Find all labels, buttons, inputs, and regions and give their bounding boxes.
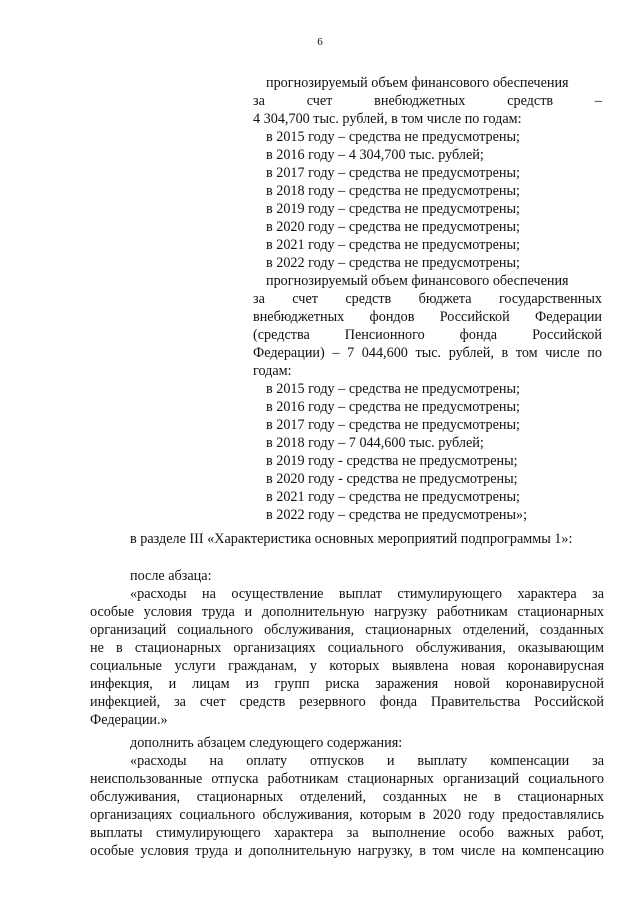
quote1-line: инфекция, и лицам из групп риска заражения новой коронавирусной bbox=[90, 676, 604, 692]
block1-intro-line: 4 304,700 тыс. рублей, в том числе по годам: bbox=[253, 111, 522, 127]
financing-block-extrabudgetary bbox=[253, 74, 602, 272]
block1-year-line: в 2015 году – средства не предусмотрены; bbox=[266, 129, 520, 145]
page-number: 6 bbox=[317, 36, 323, 48]
block1-intro-line: прогнозируемый объем финансового обеспечения bbox=[266, 75, 569, 91]
block1-year-line: в 2018 году – средства не предусмотрены; bbox=[266, 183, 520, 199]
block2-intro-line: прогнозируемый объем финансового обеспечения bbox=[266, 273, 569, 289]
quote2-line: выплаты стимулирующего характера за выполнение особо важных работ, bbox=[90, 825, 604, 841]
block1-year-line: в 2016 году – 4 304,700 тыс. рублей; bbox=[266, 147, 484, 163]
after-label: после абзаца: bbox=[130, 568, 212, 584]
quote1-line: «расходы на осуществление выплат стимулирующего характера за bbox=[130, 586, 604, 602]
block2-year-line: в 2015 году – средства не предусмотрены; bbox=[266, 381, 520, 397]
block2-intro-line: Федерации) – 7 044,600 тыс. рублей, в том числе по bbox=[253, 345, 602, 361]
block1-year-line: в 2019 году – средства не предусмотрены; bbox=[266, 201, 520, 217]
amendment-add-paragraph bbox=[90, 734, 604, 860]
section-header bbox=[90, 530, 604, 548]
block1-year-line: в 2017 году – средства не предусмотрены; bbox=[266, 165, 520, 181]
block1-year-line: в 2021 году – средства не предусмотрены; bbox=[266, 237, 520, 253]
block1-year-line: в 2020 году – средства не предусмотрены; bbox=[266, 219, 520, 235]
quote2-line: обслуживания, стационарных отделений, созданных не в стационарных bbox=[90, 789, 604, 805]
financing-block-pension-fund bbox=[253, 272, 602, 524]
block2-intro-line: внебюджетных фондов Российской Федерации bbox=[253, 309, 602, 325]
section-header-text: в разделе III «Характеристика основных мероприятий подпрограммы 1»: bbox=[130, 531, 573, 547]
quote1-line: инфекцией, за счет средств резервного фонда Правительства Российской bbox=[90, 694, 604, 710]
quote1-line: организаций социального обслуживания, стационарных отделений, созданных bbox=[90, 622, 604, 638]
block2-intro-line: годам: bbox=[253, 363, 292, 379]
amendment-after-paragraph bbox=[90, 567, 604, 729]
block2-intro-line: за счет средств бюджета государственных bbox=[253, 291, 602, 307]
quote1-line: Федерации.» bbox=[90, 712, 168, 728]
block1-year-line: в 2022 году – средства не предусмотрены; bbox=[266, 255, 520, 271]
block2-year-line: в 2021 году – средства не предусмотрены; bbox=[266, 489, 520, 505]
block2-year-line: в 2022 году – средства не предусмотрены»; bbox=[266, 507, 528, 523]
quote2-line: особые условия труда и дополнительную нагрузку, в том числе на компенсацию bbox=[90, 843, 604, 859]
block2-year-line: в 2017 году – средства не предусмотрены; bbox=[266, 417, 520, 433]
quote2-line: организациях социального обслуживания, которым в 2020 году предоставлялись bbox=[90, 807, 604, 823]
quote1-line: не в стационарных организациях социального обслуживания, оказывающим bbox=[90, 640, 604, 656]
block2-year-line: в 2016 году – средства не предусмотрены; bbox=[266, 399, 520, 415]
block2-year-line: в 2018 году – 7 044,600 тыс. рублей; bbox=[266, 435, 484, 451]
quote2-line: «расходы на оплату отпусков и выплату компенсации за bbox=[130, 753, 604, 769]
add-label: дополнить абзацем следующего содержания: bbox=[130, 735, 403, 751]
block1-intro-line: за счет внебюджетных средств – bbox=[253, 93, 602, 109]
quote2-line: неиспользованные отпуска работникам стационарных организаций социального bbox=[90, 771, 604, 787]
block2-year-line: в 2020 году - средства не предусмотрены; bbox=[266, 471, 518, 487]
quote1-line: особые условия труда и дополнительную нагрузку работникам стационарных bbox=[90, 604, 604, 620]
quote1-line: социальные услуги гражданам, у которых выявлена новая коронавирусная bbox=[90, 658, 604, 674]
block2-intro-line: (средства Пенсионного фонда Российской bbox=[253, 327, 602, 343]
block2-year-line: в 2019 году - средства не предусмотрены; bbox=[266, 453, 518, 469]
